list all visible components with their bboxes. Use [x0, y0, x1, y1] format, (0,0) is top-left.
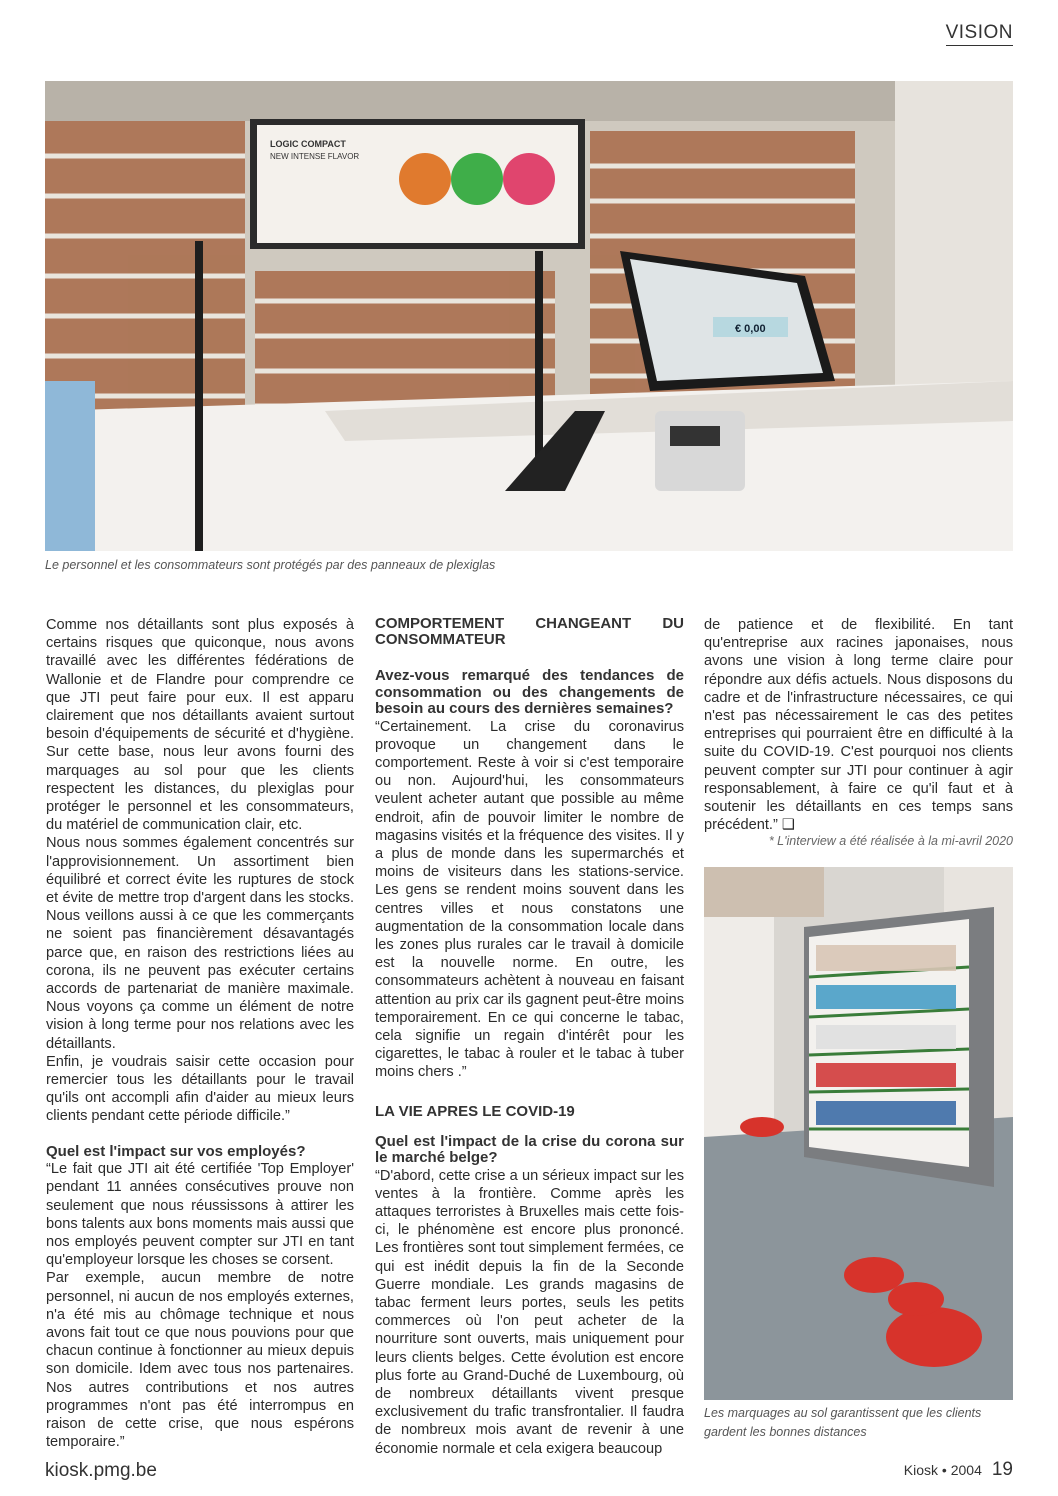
col1-paragraph-5: Par exemple, aucun membre de notre personnel, ni aucun de nos employés externes, n'a été mis au chômage technique et nous avons fait tout ce que nous pouvions pour que chacun continue à fonctionner au mieux depuis son domicile. Idem avec tous nos partenaires. Nos autres contributions et nos autres programmes n'ont pas été interrompus en raison de cette crise, que nous espérons temporaire.”	[46, 1270, 354, 1451]
store-display-photo	[704, 867, 1013, 1400]
photo2-caption-line-1: Les marquages au sol garantissent que les clients	[704, 1406, 982, 1420]
col1-paragraph-2: Nous nous sommes également concentrés sur l'approvisionnement. Un assortiment bien équilibré et correct évite les ruptures de stock et évite de mettre trop d'argent dans les stocks. Nous veillons aussi à ce que les commerçants ne soient pas financièrement désavantagés parce que, en raison des restrictions liées au corona, ils ne peuvent pas exécuter certains accords de partenariat de manière maximale. Nous voyons ça comme un élément de notre vision à long terme pour nos relations avec les détaillants.	[46, 835, 354, 1052]
col2-question-2: Quel est l'impact de la crise du corona sur le marché belge?	[375, 1132, 684, 1167]
col1-question-1: Quel est l'impact sur vos employés?	[46, 1142, 306, 1160]
col1-paragraph-1: Comme nos détaillants sont plus exposés à certains risques que quiconque, nous avons travaillé avec les différentes fédérations de Wallonie et de Flandre pour comprendre ce que JTI peut faire pour eux. Il est apparu clairement que nos détaillants avaient surtout besoin d'équipements de sécurité et d'hygiène. Sur cette base, nous leur avons fourni des marquages au sol pour que les clients respectent les distances, du plexiglas pour protéger le personnel et les consommateurs, du matériel de communication clair, etc.	[46, 617, 354, 834]
page-number: 19	[991, 1459, 1013, 1480]
footer-url[interactable]: kiosk.pmg.be	[45, 1460, 157, 1481]
col2-paragraph-2: “D'abord, cette crise a un sérieux impact sur les ventes à la frontière. Comme après les attaques terroristes à Bruxelles mais cette fois-ci, le phénomène est encore plus prononcé. Les frontières sont tout simplement fermées, ce qui est inédit depuis la fin de la Seconde Guerre mondiale. Les grands magasins de tabac ferment leurs portes, seuls les petits commerces où l'on peut acheter de la nourriture sont ouverts, mais uniquement pour leurs clients belges. Cette évolution est encore plus forte au Grand-Duché de Luxembourg, où de nombreux détaillants vivent presque exclusivement du trafic transfrontalier. Il faudra de nombreux mois avant de revenir à une économie normale et cela exigera beaucoup	[375, 1167, 684, 1457]
col3-paragraph-1: de patience et de flexibilité. En tant qu'entreprise aux racines japonaises, nous avons une vision à long terme claire pour répondre aux défis actuels. Nous disposons du cadre et de l'infrastructure nécessaires, ce qui n'est pas nécessairement le cas des petites entreprises qui pourraient être en difficulté à la suite du COVID-19. C'est pourquoi nos clients peuvent compter sur JTI pour continuer à agir responsablement, à faire ce qu'il faut et à soutenir les détaillants en ces temps sans précédent.” ❑	[704, 617, 1013, 834]
column-3	[704, 616, 1013, 834]
svg-text:€ 0,00: € 0,00	[735, 323, 766, 335]
footer-issue	[904, 1459, 1013, 1481]
col1-paragraph-4: “Le fait que JTI ait été certifiée 'Top Employer' pendant 11 années consécutives prouve non seulement que nous réussissons à attirer les bons talents aux bons moments mais aussi que nos employés peuvent compter sur JTI en tant qu'employeur lorsque les choses se corsent.	[46, 1161, 354, 1269]
photo1-caption: Le personnel et les consommateurs sont protégés par des panneaux de plexiglas	[45, 558, 496, 572]
section-tag: VISION	[946, 22, 1013, 46]
interview-note: * L'interview a été réalisée à la mi-avril 2020	[768, 834, 1013, 848]
column-1	[46, 616, 354, 1451]
counter-photo	[45, 81, 1013, 551]
col2-paragraph-1: “Certainement. La crise du coronavirus provoque un changement dans le comportement. Reste à voir si c'est temporaire ou non. Aujourd'hui, les consommateurs veulent acheter autant que possible au même endroit, afin de pouvoir limiter le nombre de magasins visités et la fréquence des visites. Il y a plus de monde dans les supermarchés et moins de visiteurs dans les stations-service. Les gens se rendent moins souvent dans les centres villes et nous constatons une augmentation de la consommation locale dans les zones plus rurales car le travail à domicile est la nouvelle norme. En outre, les consommateurs achètent à nouveau en faisant attention au prix car ils gagnent peut-être moins temporairement. En ce qui concerne le tabac, cela signifie un regain d'intérêt pour les cigarettes, le tabac à rouler et le tabac à tuber moins chers .”	[375, 718, 684, 1081]
photo2-caption	[704, 1404, 1013, 1442]
svg-text:LOGIC COMPACT: LOGIC COMPACT	[270, 139, 346, 149]
svg-text:NEW INTENSE FLAVOR: NEW INTENSE FLAVOR	[270, 152, 360, 161]
photo2-caption-line-2: gardent les bonnes distances	[704, 1425, 867, 1439]
col1-paragraph-3: Enfin, je voudrais saisir cette occasion pour remercier tous les détaillants pour le travail qu'ils ont accompli afin d'aider au mieux leurs clients pendant cette période difficile.”	[46, 1053, 354, 1125]
col2-heading-2: LA VIE APRES LE COVID-19	[375, 1102, 575, 1120]
issue-label: Kiosk • 2004	[903, 1462, 982, 1478]
column-2	[375, 616, 684, 1458]
col2-heading-1: COMPORTEMENT CHANGEANT DU CONSOMMATEUR	[375, 615, 684, 648]
col2-question-1: Avez-vous remarqué des tendances de consommation ou des changements de besoin au cours des dernières semaines?	[375, 667, 684, 717]
